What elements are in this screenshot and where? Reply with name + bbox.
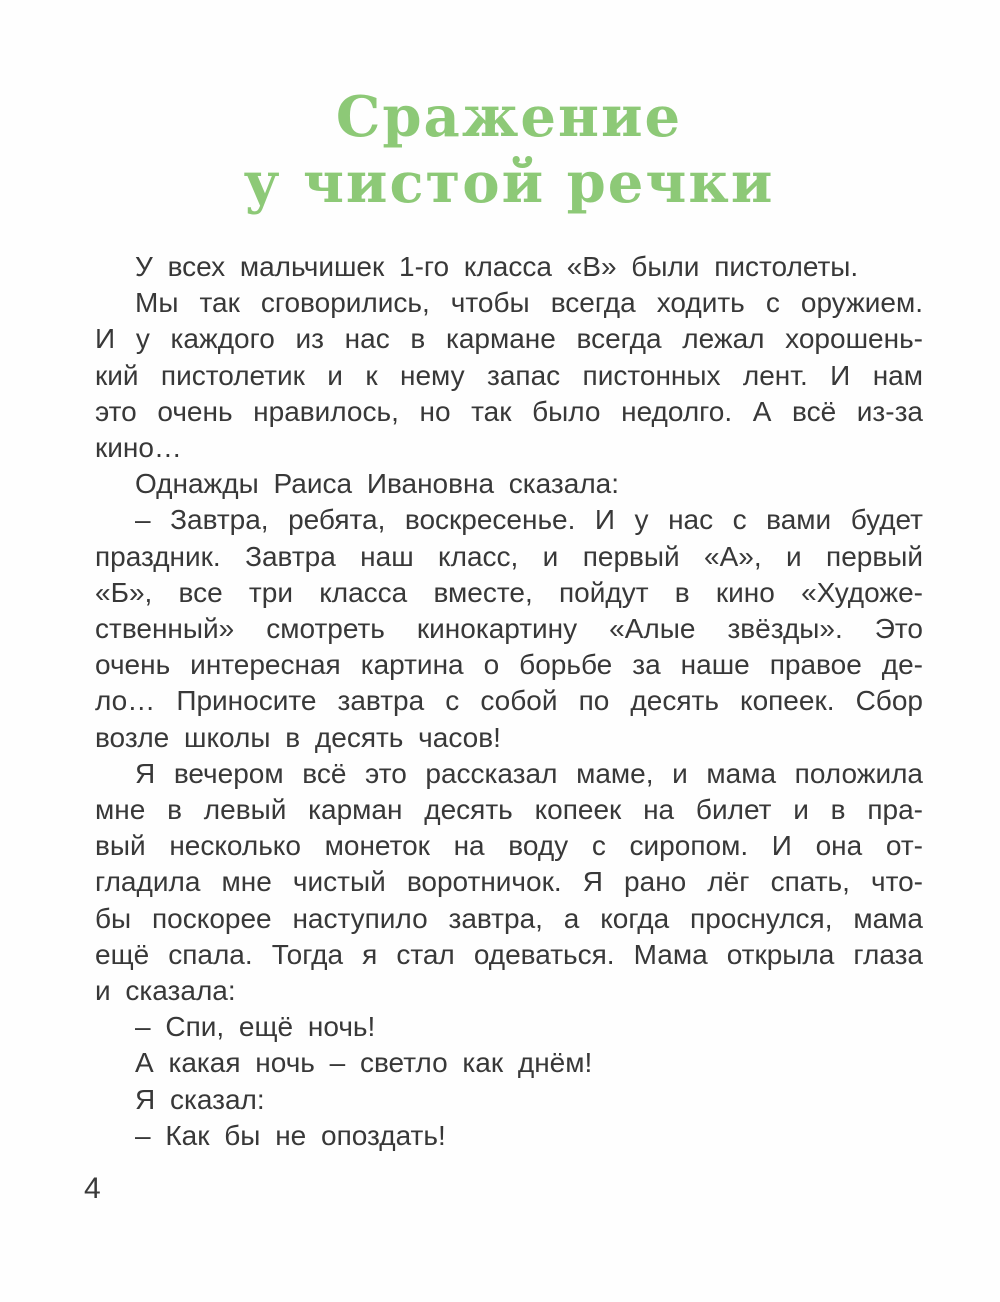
- story-line: – Спи, ещё ночь!: [135, 1011, 376, 1043]
- story-line: и сказала:: [95, 975, 236, 1007]
- story-line: очень интересная картина о борьбе за наше правое де-: [95, 649, 923, 681]
- story-line: Я вечером всё это рассказал маме, и мама положила: [135, 757, 923, 789]
- story-line: ло… Приносите завтра с собой по десять копеек. Сбор: [95, 685, 923, 717]
- story-line: ещё спала. Тогда я стал одеваться. Мама открыла глаза: [95, 938, 923, 970]
- story-line: бы поскорее наступило завтра, а когда проснулся, мама: [95, 902, 923, 934]
- story-line: Однажды Раиса Ивановна сказала:: [135, 468, 620, 500]
- story-title-line-2: у чистой речки: [243, 150, 775, 216]
- story-line: кино…: [95, 432, 182, 464]
- story-line: это очень нравилось, но так было недолго. А всё из-за: [95, 395, 923, 427]
- story-line: Я сказал:: [135, 1083, 265, 1115]
- story-line: мне в левый карман десять копеек на билет и в пра-: [95, 794, 923, 826]
- story-line: праздник. Завтра наш класс, и первый «А», и первый: [95, 540, 923, 572]
- story-line: У всех мальчишек 1-го класса «В» были пистолеты.: [135, 251, 859, 282]
- story-line: И у каждого из нас в кармане всегда лежал хорошень-: [95, 323, 923, 355]
- story-line: кий пистолетик и к нему запас пистонных лент. И нам: [95, 359, 923, 391]
- story-line: – Как бы не опоздать!: [135, 1119, 446, 1151]
- story-line: ственный» смотреть кинокартину «Алые звёзды». Это: [95, 613, 923, 645]
- story-line: вый несколько монеток на воду с сиропом. И она от-: [95, 830, 923, 862]
- page-number: 4: [84, 1172, 101, 1205]
- story-line: «Б», все три класса вместе, пойдут в кино «Художе-: [95, 576, 923, 608]
- story-line: Мы так сговорились, чтобы всегда ходить с оружием.: [135, 287, 923, 319]
- story-title: [95, 0, 923, 216]
- story-line: гладила мне чистый воротничок. Я рано лёг спать, что-: [95, 866, 923, 898]
- story-line: А какая ночь – светло как днём!: [135, 1047, 593, 1079]
- story-line: – Завтра, ребята, воскресенье. И у нас с вами будет: [135, 504, 923, 536]
- story-text: [95, 249, 923, 1154]
- story-line: возле школы в десять часов!: [95, 721, 501, 753]
- story-title-line-1: Сражение: [335, 84, 683, 150]
